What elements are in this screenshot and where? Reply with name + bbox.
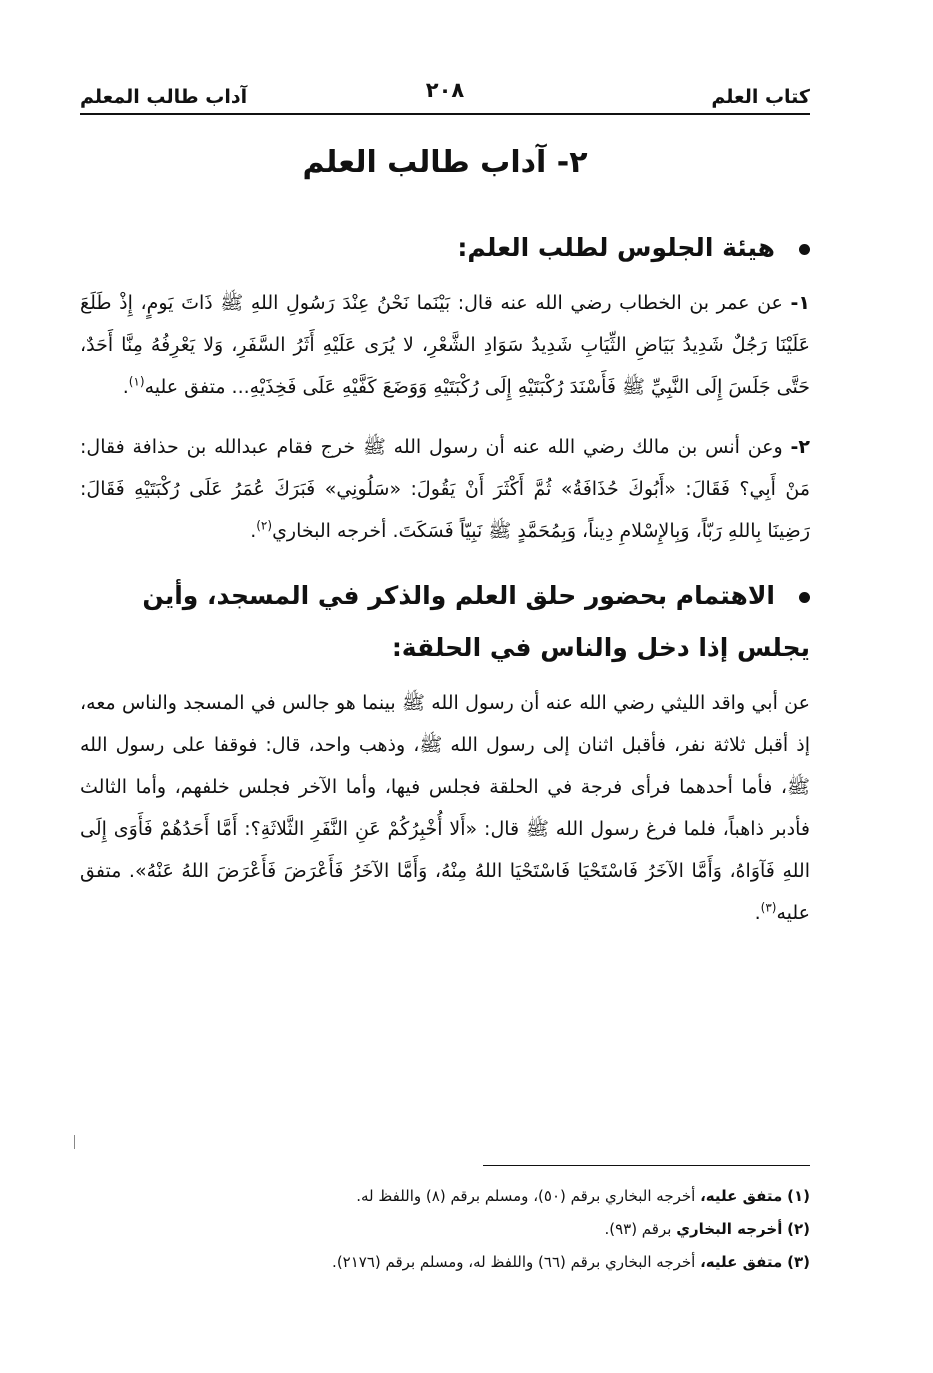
footnote-bold: متفق عليه، (700, 1187, 783, 1205)
hadith-2 (80, 426, 810, 552)
footnote-ref: (٣) (760, 900, 777, 915)
footnote-number: (٢) (787, 1220, 810, 1238)
scan-mark (74, 1135, 75, 1149)
footnote-item (80, 1180, 810, 1213)
section-heading-circles (80, 570, 810, 674)
footnote-item (80, 1213, 810, 1246)
page-body (80, 222, 810, 934)
header-book-title: كتاب العلم (711, 86, 810, 108)
header-chapter-title: آداب طالب المعلم (80, 86, 248, 108)
hadith-end: . (122, 376, 129, 398)
footnote-bold: متفق عليه، (700, 1253, 783, 1271)
footnote-ref: (١) (128, 374, 145, 389)
hadith-number: ١- (790, 292, 810, 314)
section-heading-text: هيئة الجلوس لطلب العلم: (457, 233, 775, 262)
footnote-ref: (٢) (256, 518, 273, 533)
footnote-number: (٣) (787, 1253, 810, 1271)
hadith-1 (80, 282, 810, 408)
hadith-end: . (250, 520, 257, 542)
footnote-item (80, 1246, 810, 1279)
footnote-separator (483, 1165, 810, 1166)
bullet-icon (799, 244, 810, 255)
hadith-text: عن عمر بن الخطاب رضي الله عنه قال: بَيْنَما نَحْنُ عِنْدَ رَسُولِ اللهِ ﷺ ذَاتَ يَومٍ، إِذْ طَلَعَ عَلَيْنَا رَجُلٌ شَدِيدُ بَيَاضِ الثِّيَابِ شَدِيدُ سَوَادِ الشَّعْرِ، لا يُرَى عَلَيْهِ أَثَرُ السَّفَرِ، وَلا يَعْرِفُهُ مِنَّا أَحَدٌ، حَتَّى جَلَسَ إِلَى النَّبِيِّ ﷺ فَأَسْنَدَ رُكْبَتَيْهِ إِلَى رُكْبَتَيْهِ وَوَضَعَ كَفَّيْهِ عَلَى فَخِذَيْهِ... متفق عليه (80, 292, 810, 398)
header-rule (80, 113, 810, 115)
section-heading-text: الاهتمام بحضور حلق العلم والذكر في المسجد، وأين يجلس إذا دخل والناس في الحلقة: (142, 581, 810, 662)
footnote-number: (١) (787, 1187, 810, 1205)
footnote-text: أخرجه البخاري برقم (٦٦) واللفظ له، ومسلم برقم (٢١٧٦). (332, 1253, 696, 1271)
hadith-3 (80, 682, 810, 934)
hadith-end: . (754, 902, 761, 924)
running-header (80, 78, 810, 118)
section-heading-sitting (80, 222, 810, 274)
bullet-icon (799, 592, 810, 603)
hadith-text: عن أبي واقد الليثي رضي الله عنه أن رسول الله ﷺ بينما هو جالس في المسجد والناس معه، إذ أقبل ثلاثة نفر، فأقبل اثنان إلى رسول الله ﷺ، وذهب واحد، قال: فوقفا على رسول الله ﷺ، فأما أحدهما فرأى فرجة في الحلقة فجلس فيها، وأما الآخر فجلس خلفهم، وأما الثالث فأدبر ذاهباً، فلما فرغ رسول الله ﷺ قال: «أَلا أُخْبِرُكُمْ عَنِ النَّفَرِ الثَّلاثَةِ؟: أَمَّا أَحَدُهُمْ فَأَوَى إِلَى اللهِ فَآوَاهُ، وَأَمَّا الآخَرُ فَاسْتَحْيَا فَاسْتَحْيَا اللهُ مِنْهُ، وَأَمَّا الآخَرُ فَأَعْرَضَ فَأَعْرَضَ اللهُ عَنْهُ». متفق عليه (80, 692, 810, 924)
hadith-number: ٢- (790, 436, 810, 458)
footnote-text: أخرجه البخاري برقم (٥٠)، ومسلم برقم (٨) واللفظ له. (356, 1187, 696, 1205)
hadith-text: وعن أنس بن مالك رضي الله عنه أن رسول الله ﷺ خرج فقام عبدالله بن حذافة فقال: مَنْ أَبِي؟ فَقَالَ: «أَبُوكَ حُذَافَةُ» ثُمَّ أَكْثَرَ أَنْ يَقُولَ: «سَلُونِي» فَبَرَكَ عُمَرُ عَلَى رُكْبَتَيْهِ فَقَالَ: رَضِينَا بِاللهِ رَبّاً، وَبِالإِسْلامِ دِيناً، وَبِمُحَمَّدٍ ﷺ نَبِيّاً فَسَكَتَ. أخرجه البخاري (80, 436, 810, 542)
footnotes (80, 1180, 810, 1279)
footnote-bold: أخرجه البخاري (676, 1220, 783, 1238)
chapter-title: ٢- آداب طالب العلم (302, 145, 588, 180)
page-number: ٢٠٨ (425, 78, 465, 102)
footnote-text: برقم (٩٣). (604, 1220, 672, 1238)
